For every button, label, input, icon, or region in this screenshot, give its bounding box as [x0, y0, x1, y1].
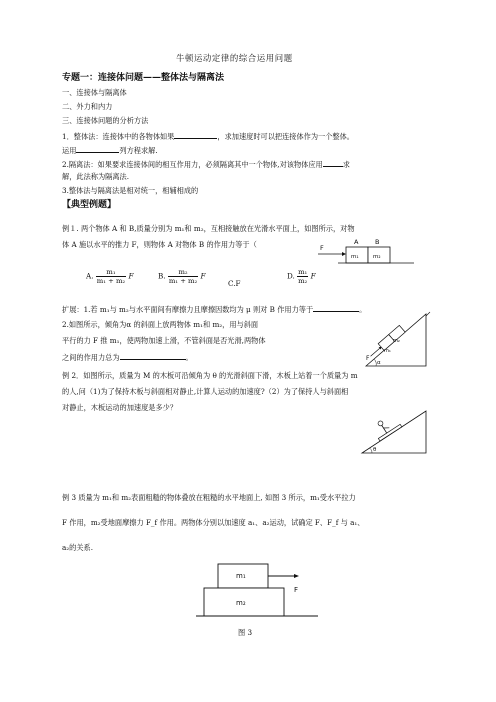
- option-d-force: F: [310, 271, 316, 281]
- figure-4-stacked-blocks: [196, 562, 326, 628]
- topic-heading: 专题一：连接体问题——整体法与隔离法: [62, 73, 225, 83]
- outline-item-3: 三、连接体问题的分析方法: [62, 116, 149, 125]
- extension-blank-2: [120, 352, 186, 360]
- figure-2-m2: m₂: [393, 338, 400, 344]
- example-2-line-2: 的人,问（1)为了保持木板与斜面相对静止,计算人运动的加速度?（2）为了保持人与斜面相: [62, 387, 349, 396]
- option-b-force: F: [200, 271, 206, 281]
- extension-text-1-end: 。: [359, 305, 367, 314]
- figure-4-caption: 图 3: [238, 628, 253, 637]
- figure-3-board-on-incline: [360, 408, 430, 456]
- outline-item-1: 一、连接体与隔离体: [62, 88, 127, 97]
- option-d: [287, 268, 316, 285]
- method-2-text-b: 求: [342, 160, 350, 169]
- extension-blank-1: [313, 304, 359, 312]
- figure-1-m1: m₁: [351, 254, 359, 260]
- fraction-d: [297, 268, 308, 285]
- method-2-line-2: 解，此法称为隔离法.: [62, 172, 129, 181]
- figure-1-label-b: B: [375, 238, 380, 246]
- option-a: [86, 268, 133, 285]
- method-1-line-1: [62, 131, 354, 141]
- extension-text-4-end: 。: [185, 353, 193, 362]
- figure-3-person-head: [377, 420, 384, 427]
- example-3-line-3: a₂的关系.: [62, 543, 94, 552]
- figure-1-label-a: A: [354, 238, 359, 246]
- method-1-line-2: [62, 145, 158, 155]
- example-2-line-1: 例 2．如图所示，质量为 M 的木板可沿倾角为 θ 的光滑斜面下滑，木板上站着一个质量为 m: [62, 371, 358, 380]
- method-2-text-a: 2.隔离法：如果要求连接体间的相互作用力，必须隔离其中一个物体,对该物体应用: [62, 160, 323, 169]
- figure-4-force-label: F: [294, 586, 299, 594]
- method-1-text-d: 列方程求解.: [119, 146, 158, 155]
- option-b: [158, 268, 206, 285]
- fraction-a-numerator: m₁: [96, 268, 126, 277]
- extension-line-3: 平行的力 F 推 m₁，使两物加速上滑，不管斜面是否光滑,两物体: [62, 336, 266, 345]
- method-1-text-c: 运用: [62, 146, 77, 155]
- fraction-a: [96, 268, 126, 285]
- figure-3-person-body: [382, 425, 387, 433]
- extension-line-2: 2.如图所示，倾角为α 的斜面上放两物体 m₁和 m₂，用与斜面: [62, 320, 259, 329]
- option-a-label: A.: [86, 271, 94, 281]
- figure-3-angle: θ: [373, 447, 377, 453]
- extension-line-1: [62, 304, 366, 314]
- example-1-line-2: 体 A 施以水平的推力 F，则物体 A 对物体 B 的作用力等于（: [62, 240, 257, 249]
- figure-2-force-label: F: [366, 355, 370, 362]
- option-b-label: B.: [158, 271, 166, 281]
- example-1-line-1: 例１. 两个物体 A 和 B,质量分别为 m₁和 m₂，互相接触放在光滑水平面上，如图所示，对物: [62, 224, 355, 233]
- fraction-b: [168, 268, 198, 285]
- example-3-line-2: F 作用，m₂受地面摩擦力 F_f 作用。两物体分别以加速度 a₁、a₂运动，试确定 F、F_f 与 a₁、: [62, 518, 365, 527]
- method-2-line-1: [62, 159, 350, 169]
- fraction-d-numerator: m₁: [298, 268, 308, 276]
- figure-1-arrow-head: [342, 252, 346, 256]
- document-title: 牛顿运动定律的综合运用问题: [176, 53, 293, 63]
- outline-item-2: 二、外力和内力: [62, 102, 113, 111]
- example-3-line-1: 例 3 质量为 m₁和 m₂表面粗糙的物体叠放在粗糙的水平地面上, 如图 3 所示，m₁受水平拉力: [62, 493, 356, 502]
- extension-text-4: 之间的作用力总为: [62, 353, 120, 362]
- figure-4-m1-label: m₁: [236, 572, 246, 580]
- fraction-a-denominator: m₁ + m₂: [96, 277, 126, 285]
- option-d-label: D.: [287, 271, 295, 281]
- figure-1-m2: m₂: [373, 254, 381, 260]
- extension-text-1: 扩展：1.若 m₁与 m₂与水平面间有摩擦力且摩擦因数均为 μ 则对 B 作用力等于: [62, 305, 314, 314]
- method-1-blank-2: [76, 145, 119, 153]
- fraction-d-denominator: m₂: [298, 277, 308, 285]
- figure-4-m2-label: m₂: [236, 599, 246, 607]
- option-c: C.F: [228, 279, 241, 288]
- figure-1-force-label: F: [320, 244, 324, 252]
- method-2-blank: [323, 159, 343, 167]
- figure-2-hatch: [426, 312, 430, 316]
- fraction-b-denominator: m₁ + m₂: [168, 277, 198, 285]
- figure-2-m1: m₁: [384, 348, 391, 354]
- method-3-line: 3.整体法与隔离法是相对统一，相辅相成的: [62, 186, 199, 195]
- example-2-line-3: 对静止，木板运动的加速度是多少？: [62, 403, 178, 412]
- extension-line-4: [62, 352, 193, 362]
- typical-examples-heading: 【典型例题】: [62, 200, 117, 210]
- method-1-text-b: ，求加速度时可以把连接体作为一个整体。: [217, 132, 354, 141]
- figure-2-incline: [364, 312, 432, 368]
- method-1-text-a: 1．整体法：连接体中的各物体如果: [62, 132, 175, 141]
- figure-1-blocks: [318, 236, 418, 270]
- figure-4-arrow-head: [294, 574, 299, 578]
- method-1-blank-1: [174, 131, 217, 139]
- option-a-force: F: [128, 271, 134, 281]
- figure-2-angle: α: [377, 360, 381, 366]
- fraction-b-numerator: m₂: [168, 268, 198, 277]
